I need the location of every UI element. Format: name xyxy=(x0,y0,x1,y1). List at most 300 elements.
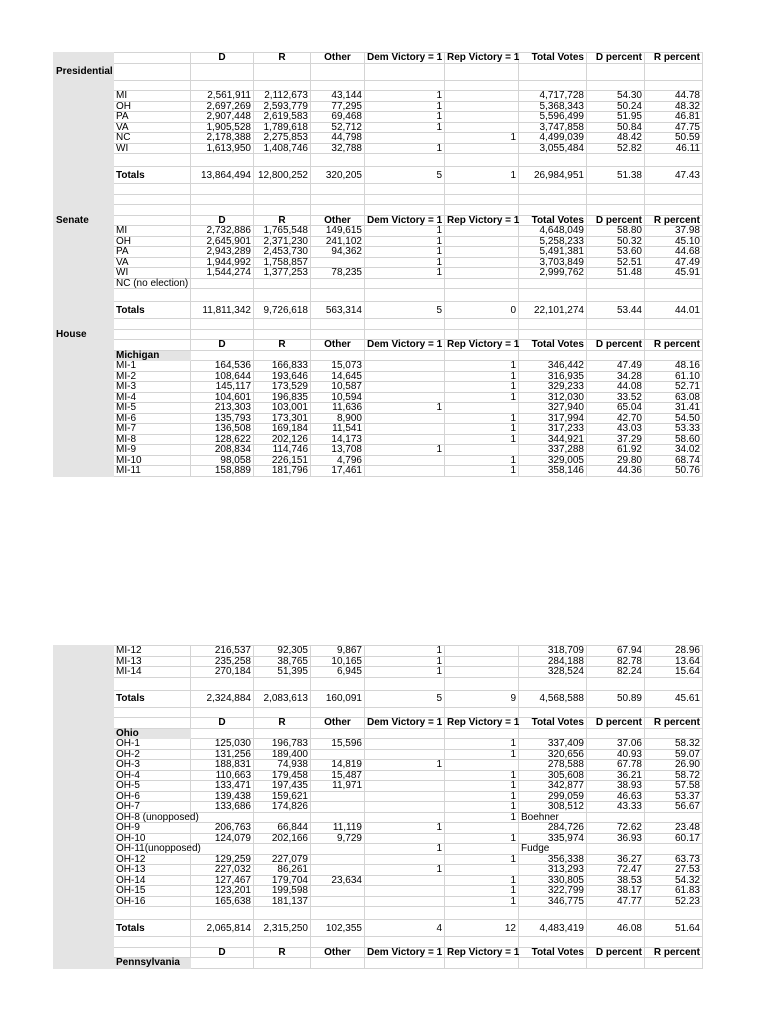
value-cell-dv[interactable]: 5 xyxy=(365,690,445,707)
value-cell-dp[interactable]: 82.24 xyxy=(587,667,645,678)
value-cell-dp[interactable] xyxy=(587,844,645,855)
row-label[interactable]: OH-7 xyxy=(114,802,191,813)
value-cell-t[interactable]: 2,999,762 xyxy=(519,268,587,279)
value-cell-d[interactable]: 2,324,884 xyxy=(191,690,254,707)
value-cell-d[interactable]: 133,471 xyxy=(191,781,254,792)
value-cell-dp[interactable]: 72.47 xyxy=(587,865,645,876)
value-cell-dp[interactable]: 37.06 xyxy=(587,739,645,750)
value-cell-d[interactable]: 128,622 xyxy=(191,434,254,445)
empty-cell[interactable] xyxy=(445,80,519,91)
row-header-cell[interactable] xyxy=(54,812,114,823)
value-cell-dv[interactable] xyxy=(365,278,445,289)
empty-cell[interactable] xyxy=(645,319,703,330)
value-cell-d[interactable]: 1,544,274 xyxy=(191,268,254,279)
value-cell-dp[interactable] xyxy=(587,812,645,823)
value-cell-dv[interactable] xyxy=(365,749,445,760)
empty-cell[interactable] xyxy=(114,677,191,690)
value-cell-rp[interactable]: 48.16 xyxy=(645,361,703,372)
value-cell-d[interactable]: 2,907,448 xyxy=(191,112,254,123)
value-cell-r[interactable]: 103,001 xyxy=(254,403,311,414)
empty-cell[interactable] xyxy=(191,728,254,739)
value-cell-r[interactable]: 1,765,548 xyxy=(254,226,311,237)
value-cell-dp[interactable]: 34.28 xyxy=(587,371,645,382)
value-cell-r[interactable]: 51,395 xyxy=(254,667,311,678)
value-cell-rv[interactable]: 1 xyxy=(445,371,519,382)
value-cell-dp[interactable]: 51.48 xyxy=(587,268,645,279)
value-cell-d[interactable]: 208,834 xyxy=(191,445,254,456)
value-cell-rv[interactable]: 1 xyxy=(445,854,519,865)
value-cell-o[interactable] xyxy=(311,896,365,907)
row-label[interactable]: OH-9 xyxy=(114,823,191,834)
value-cell-t[interactable]: 284,188 xyxy=(519,656,587,667)
value-cell-dv[interactable] xyxy=(365,770,445,781)
value-cell-dp[interactable]: 67.94 xyxy=(587,646,645,657)
row-label[interactable]: OH-11(unopposed) xyxy=(114,844,191,855)
empty-cell[interactable] xyxy=(114,184,191,195)
row-label[interactable]: PA xyxy=(114,247,191,258)
value-cell-d[interactable]: 216,537 xyxy=(191,646,254,657)
value-cell-rp[interactable]: 51.64 xyxy=(645,920,703,937)
row-label[interactable]: OH xyxy=(114,101,191,112)
empty-cell[interactable] xyxy=(519,350,587,361)
column-header[interactable]: Dem Victory = 1 xyxy=(365,53,445,64)
value-cell-dv[interactable]: 1 xyxy=(365,667,445,678)
value-cell-dv[interactable]: 1 xyxy=(365,445,445,456)
empty-cell[interactable] xyxy=(191,80,254,91)
value-cell-rv[interactable]: 1 xyxy=(445,392,519,403)
value-cell-rp[interactable]: 56.67 xyxy=(645,802,703,813)
value-cell-d[interactable]: 145,117 xyxy=(191,382,254,393)
row-label[interactable]: NC (no election) xyxy=(114,278,191,289)
value-cell-o[interactable]: 241,102 xyxy=(311,236,365,247)
value-cell-dp[interactable]: 44.36 xyxy=(587,466,645,477)
value-cell-dp[interactable]: 43.33 xyxy=(587,802,645,813)
value-cell-dv[interactable]: 1 xyxy=(365,844,445,855)
empty-cell[interactable] xyxy=(311,958,365,969)
value-cell-rp[interactable]: 44.78 xyxy=(645,91,703,102)
row-header-cell[interactable] xyxy=(54,896,114,907)
empty-cell[interactable] xyxy=(311,205,365,216)
empty-cell[interactable] xyxy=(519,677,587,690)
empty-cell[interactable] xyxy=(254,289,311,302)
value-cell-r[interactable]: 173,301 xyxy=(254,413,311,424)
value-cell-r[interactable]: 2,275,853 xyxy=(254,133,311,144)
row-header-cell[interactable] xyxy=(54,781,114,792)
value-cell-o[interactable]: 77,295 xyxy=(311,101,365,112)
value-cell-o[interactable]: 14,173 xyxy=(311,434,365,445)
empty-cell[interactable] xyxy=(445,184,519,195)
column-header[interactable]: D xyxy=(191,718,254,729)
value-cell-r[interactable]: 2,315,250 xyxy=(254,920,311,937)
value-cell-o[interactable]: 10,587 xyxy=(311,382,365,393)
empty-cell[interactable] xyxy=(114,319,191,330)
row-header-cell[interactable] xyxy=(54,167,114,184)
value-cell-t[interactable]: 4,717,728 xyxy=(519,91,587,102)
row-header-cell[interactable] xyxy=(54,268,114,279)
empty-cell[interactable] xyxy=(587,677,645,690)
value-cell-t[interactable]: 5,258,233 xyxy=(519,236,587,247)
empty-cell[interactable] xyxy=(365,63,445,80)
row-label[interactable]: OH-16 xyxy=(114,896,191,907)
value-cell-rp[interactable]: 47.43 xyxy=(645,167,703,184)
value-cell-r[interactable]: 166,833 xyxy=(254,361,311,372)
value-cell-t[interactable]: 3,747,858 xyxy=(519,122,587,133)
row-label[interactable]: Totals xyxy=(114,167,191,184)
value-cell-o[interactable]: 17,461 xyxy=(311,466,365,477)
value-cell-dv[interactable]: 5 xyxy=(365,302,445,319)
empty-cell[interactable] xyxy=(587,937,645,948)
empty-cell[interactable] xyxy=(254,958,311,969)
value-cell-rp[interactable]: 13.64 xyxy=(645,656,703,667)
value-cell-t[interactable]: 330,805 xyxy=(519,875,587,886)
value-cell-rv[interactable] xyxy=(445,143,519,154)
value-cell-t[interactable]: 317,994 xyxy=(519,413,587,424)
empty-cell[interactable] xyxy=(191,958,254,969)
value-cell-rv[interactable]: 1 xyxy=(445,749,519,760)
row-header-cell[interactable] xyxy=(54,434,114,445)
value-cell-d[interactable]: 235,258 xyxy=(191,656,254,667)
value-cell-t[interactable]: 329,005 xyxy=(519,455,587,466)
value-cell-dp[interactable]: 37.29 xyxy=(587,434,645,445)
column-header[interactable]: R percent xyxy=(645,718,703,729)
value-cell-dv[interactable] xyxy=(365,371,445,382)
value-cell-rp[interactable]: 37.98 xyxy=(645,226,703,237)
row-header-cell[interactable] xyxy=(54,350,114,361)
row-header-cell[interactable] xyxy=(54,823,114,834)
empty-cell[interactable] xyxy=(191,194,254,205)
value-cell-t[interactable] xyxy=(519,278,587,289)
value-cell-rp[interactable]: 61.83 xyxy=(645,886,703,897)
value-cell-dp[interactable]: 52.82 xyxy=(587,143,645,154)
row-header-cell[interactable] xyxy=(54,112,114,123)
row-label[interactable]: OH-6 xyxy=(114,791,191,802)
row-label[interactable]: MI-2 xyxy=(114,371,191,382)
row-label[interactable]: OH-1 xyxy=(114,739,191,750)
row-header-cell[interactable] xyxy=(54,907,114,920)
value-cell-dv[interactable]: 1 xyxy=(365,122,445,133)
value-cell-o[interactable]: 320,205 xyxy=(311,167,365,184)
row-header-cell[interactable] xyxy=(54,80,114,91)
value-cell-rv[interactable] xyxy=(445,268,519,279)
value-cell-rp[interactable]: 60.17 xyxy=(645,833,703,844)
value-cell-rv[interactable]: 1 xyxy=(445,424,519,435)
row-header-cell[interactable] xyxy=(54,833,114,844)
row-header-cell[interactable] xyxy=(54,403,114,414)
column-header[interactable]: R percent xyxy=(645,215,703,226)
empty-cell[interactable] xyxy=(254,907,311,920)
row-label[interactable]: MI-1 xyxy=(114,361,191,372)
value-cell-rp[interactable]: 47.75 xyxy=(645,122,703,133)
empty-cell[interactable] xyxy=(519,329,587,340)
row-label[interactable]: NC xyxy=(114,133,191,144)
value-cell-t[interactable]: 320,656 xyxy=(519,749,587,760)
empty-cell[interactable] xyxy=(311,707,365,718)
value-cell-o[interactable]: 6,945 xyxy=(311,667,365,678)
value-cell-dp[interactable]: 50.24 xyxy=(587,101,645,112)
value-cell-o[interactable]: 15,073 xyxy=(311,361,365,372)
column-header[interactable]: Dem Victory = 1 xyxy=(365,340,445,351)
empty-cell[interactable] xyxy=(519,937,587,948)
column-header[interactable]: Other xyxy=(311,947,365,958)
value-cell-r[interactable]: 159,621 xyxy=(254,791,311,802)
value-cell-rp[interactable]: 44.01 xyxy=(645,302,703,319)
value-cell-t[interactable]: 317,233 xyxy=(519,424,587,435)
value-cell-rp[interactable]: 45.91 xyxy=(645,268,703,279)
value-cell-r[interactable]: 226,151 xyxy=(254,455,311,466)
value-cell-d[interactable]: 124,079 xyxy=(191,833,254,844)
value-cell-r[interactable]: 2,112,673 xyxy=(254,91,311,102)
row-header-cell[interactable] xyxy=(54,947,114,958)
empty-cell[interactable] xyxy=(365,677,445,690)
value-cell-r[interactable]: 196,783 xyxy=(254,739,311,750)
empty-cell[interactable] xyxy=(445,329,519,340)
value-cell-o[interactable]: 94,362 xyxy=(311,247,365,258)
column-header[interactable]: R percent xyxy=(645,53,703,64)
value-cell-rp[interactable]: 34.02 xyxy=(645,445,703,456)
value-cell-rv[interactable] xyxy=(445,91,519,102)
value-cell-rv[interactable]: 1 xyxy=(445,382,519,393)
value-cell-r[interactable]: 181,137 xyxy=(254,896,311,907)
empty-cell[interactable] xyxy=(645,728,703,739)
column-header[interactable]: Dem Victory = 1 xyxy=(365,947,445,958)
value-cell-o[interactable]: 14,819 xyxy=(311,760,365,771)
row-header-cell[interactable] xyxy=(54,361,114,372)
value-cell-o[interactable]: 44,798 xyxy=(311,133,365,144)
value-cell-dp[interactable]: 38.53 xyxy=(587,875,645,886)
column-header[interactable]: Dem Victory = 1 xyxy=(365,718,445,729)
value-cell-rp[interactable]: 27.53 xyxy=(645,865,703,876)
value-cell-o[interactable] xyxy=(311,749,365,760)
value-cell-dv[interactable] xyxy=(365,455,445,466)
row-header-cell[interactable] xyxy=(54,802,114,813)
value-cell-d[interactable]: 2,697,269 xyxy=(191,101,254,112)
empty-cell[interactable] xyxy=(114,205,191,216)
value-cell-t[interactable]: 22,101,274 xyxy=(519,302,587,319)
row-label[interactable]: MI xyxy=(114,226,191,237)
value-cell-o[interactable]: 11,119 xyxy=(311,823,365,834)
value-cell-t[interactable]: 358,146 xyxy=(519,466,587,477)
value-cell-dv[interactable] xyxy=(365,854,445,865)
value-cell-rv[interactable] xyxy=(445,823,519,834)
value-cell-d[interactable]: 2,645,901 xyxy=(191,236,254,247)
value-cell-t[interactable]: 3,055,484 xyxy=(519,143,587,154)
row-header-cell[interactable] xyxy=(54,677,114,690)
empty-cell[interactable] xyxy=(254,205,311,216)
row-header-cell[interactable] xyxy=(54,91,114,102)
value-cell-d[interactable]: 164,536 xyxy=(191,361,254,372)
value-cell-dp[interactable]: 82.78 xyxy=(587,656,645,667)
value-cell-t[interactable]: 305,608 xyxy=(519,770,587,781)
value-cell-rv[interactable] xyxy=(445,257,519,268)
value-cell-t[interactable]: 312,030 xyxy=(519,392,587,403)
empty-cell[interactable] xyxy=(191,677,254,690)
row-header-cell[interactable] xyxy=(54,382,114,393)
value-cell-o[interactable]: 23,634 xyxy=(311,875,365,886)
value-cell-o[interactable]: 78,235 xyxy=(311,268,365,279)
value-cell-dv[interactable]: 1 xyxy=(365,760,445,771)
value-cell-rv[interactable]: 1 xyxy=(445,466,519,477)
value-cell-dv[interactable] xyxy=(365,424,445,435)
empty-cell[interactable] xyxy=(311,63,365,80)
value-cell-o[interactable]: 13,708 xyxy=(311,445,365,456)
value-cell-t[interactable]: 342,877 xyxy=(519,781,587,792)
value-cell-dp[interactable]: 40.93 xyxy=(587,749,645,760)
value-cell-r[interactable]: 1,377,253 xyxy=(254,268,311,279)
value-cell-r[interactable]: 181,796 xyxy=(254,466,311,477)
value-cell-dv[interactable]: 5 xyxy=(365,167,445,184)
empty-cell[interactable] xyxy=(311,80,365,91)
value-cell-rp[interactable]: 68.74 xyxy=(645,455,703,466)
value-cell-t[interactable]: 5,491,381 xyxy=(519,247,587,258)
value-cell-dv[interactable] xyxy=(365,434,445,445)
value-cell-rv[interactable]: 9 xyxy=(445,690,519,707)
value-cell-dv[interactable]: 1 xyxy=(365,865,445,876)
column-header[interactable]: Total Votes xyxy=(519,947,587,958)
value-cell-rv[interactable]: 1 xyxy=(445,781,519,792)
value-cell-r[interactable]: 173,529 xyxy=(254,382,311,393)
value-cell-t[interactable]: 4,499,039 xyxy=(519,133,587,144)
value-cell-rp[interactable]: 50.59 xyxy=(645,133,703,144)
value-cell-t[interactable]: 5,368,343 xyxy=(519,101,587,112)
value-cell-rp[interactable]: 46.11 xyxy=(645,143,703,154)
value-cell-r[interactable]: 196,835 xyxy=(254,392,311,403)
value-cell-r[interactable]: 114,746 xyxy=(254,445,311,456)
row-label[interactable]: MI-6 xyxy=(114,413,191,424)
empty-cell[interactable] xyxy=(254,728,311,739)
row-label[interactable]: OH-4 xyxy=(114,770,191,781)
empty-cell[interactable] xyxy=(587,289,645,302)
row-label[interactable]: OH-12 xyxy=(114,854,191,865)
value-cell-dv[interactable]: 1 xyxy=(365,143,445,154)
value-cell-dp[interactable]: 61.92 xyxy=(587,445,645,456)
empty-cell[interactable] xyxy=(254,184,311,195)
empty-cell[interactable] xyxy=(587,907,645,920)
row-header-cell[interactable] xyxy=(54,749,114,760)
value-cell-o[interactable] xyxy=(311,278,365,289)
empty-cell[interactable] xyxy=(114,53,191,64)
value-cell-r[interactable]: 2,453,730 xyxy=(254,247,311,258)
value-cell-rv[interactable]: 1 xyxy=(445,455,519,466)
value-cell-t[interactable]: 5,596,499 xyxy=(519,112,587,123)
value-cell-o[interactable] xyxy=(311,865,365,876)
value-cell-r[interactable]: 2,619,583 xyxy=(254,112,311,123)
empty-cell[interactable] xyxy=(114,707,191,718)
empty-cell[interactable] xyxy=(445,728,519,739)
empty-cell[interactable] xyxy=(519,319,587,330)
value-cell-d[interactable]: 270,184 xyxy=(191,667,254,678)
empty-cell[interactable] xyxy=(311,350,365,361)
value-cell-d[interactable]: 2,732,886 xyxy=(191,226,254,237)
empty-cell[interactable] xyxy=(365,707,445,718)
value-cell-t[interactable]: Boehner xyxy=(519,812,587,823)
value-cell-o[interactable]: 14,645 xyxy=(311,371,365,382)
value-cell-rp[interactable]: 48.32 xyxy=(645,101,703,112)
value-cell-r[interactable]: 12,800,252 xyxy=(254,167,311,184)
value-cell-rv[interactable] xyxy=(445,403,519,414)
column-header[interactable]: D percent xyxy=(587,340,645,351)
value-cell-o[interactable] xyxy=(311,257,365,268)
row-header-cell[interactable] xyxy=(54,707,114,718)
empty-cell[interactable] xyxy=(587,350,645,361)
row-header-cell[interactable] xyxy=(54,340,114,351)
column-header[interactable]: Other xyxy=(311,340,365,351)
value-cell-t[interactable]: 328,524 xyxy=(519,667,587,678)
value-cell-rp[interactable]: 63.73 xyxy=(645,854,703,865)
value-cell-dp[interactable]: 67.78 xyxy=(587,760,645,771)
value-cell-d[interactable]: 139,438 xyxy=(191,791,254,802)
value-cell-rp[interactable]: 52.71 xyxy=(645,382,703,393)
empty-cell[interactable] xyxy=(114,907,191,920)
value-cell-dp[interactable]: 36.27 xyxy=(587,854,645,865)
row-header-cell[interactable] xyxy=(54,122,114,133)
empty-cell[interactable] xyxy=(587,329,645,340)
value-cell-rv[interactable]: 1 xyxy=(445,791,519,802)
value-cell-rv[interactable] xyxy=(445,865,519,876)
row-label[interactable]: Totals xyxy=(114,920,191,937)
empty-cell[interactable] xyxy=(191,289,254,302)
row-header-cell[interactable] xyxy=(54,226,114,237)
empty-cell[interactable] xyxy=(587,707,645,718)
value-cell-t[interactable]: 322,799 xyxy=(519,886,587,897)
empty-cell[interactable] xyxy=(587,63,645,80)
empty-cell[interactable] xyxy=(645,205,703,216)
column-header[interactable]: D percent xyxy=(587,215,645,226)
value-cell-o[interactable]: 563,314 xyxy=(311,302,365,319)
row-label[interactable]: MI-5 xyxy=(114,403,191,414)
value-cell-r[interactable]: 197,435 xyxy=(254,781,311,792)
column-header[interactable]: R xyxy=(254,53,311,64)
value-cell-dp[interactable]: 54.30 xyxy=(587,91,645,102)
empty-cell[interactable] xyxy=(445,205,519,216)
empty-cell[interactable] xyxy=(645,907,703,920)
state-label[interactable]: Pennsylvania xyxy=(114,958,191,969)
row-header-cell[interactable] xyxy=(54,236,114,247)
value-cell-o[interactable] xyxy=(311,812,365,823)
value-cell-dp[interactable]: 50.89 xyxy=(587,690,645,707)
empty-cell[interactable] xyxy=(191,63,254,80)
empty-cell[interactable] xyxy=(365,958,445,969)
value-cell-dv[interactable]: 1 xyxy=(365,268,445,279)
empty-cell[interactable] xyxy=(191,319,254,330)
row-label[interactable]: MI-13 xyxy=(114,656,191,667)
value-cell-t[interactable]: 299,059 xyxy=(519,791,587,802)
value-cell-dv[interactable] xyxy=(365,413,445,424)
column-header[interactable]: D xyxy=(191,340,254,351)
value-cell-rp[interactable]: 45.10 xyxy=(645,236,703,247)
value-cell-dv[interactable] xyxy=(365,739,445,750)
value-cell-d[interactable]: 125,030 xyxy=(191,739,254,750)
column-header[interactable]: Total Votes xyxy=(519,53,587,64)
empty-cell[interactable] xyxy=(114,329,191,340)
value-cell-rp[interactable]: 47.49 xyxy=(645,257,703,268)
row-label[interactable]: Totals xyxy=(114,690,191,707)
value-cell-t[interactable]: 308,512 xyxy=(519,802,587,813)
empty-cell[interactable] xyxy=(365,728,445,739)
value-cell-r[interactable]: 169,184 xyxy=(254,424,311,435)
value-cell-r[interactable]: 179,458 xyxy=(254,770,311,781)
empty-cell[interactable] xyxy=(311,194,365,205)
value-cell-rp[interactable]: 28.96 xyxy=(645,646,703,657)
empty-cell[interactable] xyxy=(191,205,254,216)
value-cell-rp[interactable]: 53.37 xyxy=(645,791,703,802)
row-header-cell[interactable] xyxy=(54,667,114,678)
value-cell-o[interactable] xyxy=(311,791,365,802)
empty-cell[interactable] xyxy=(645,289,703,302)
row-header-cell[interactable] xyxy=(54,413,114,424)
value-cell-rv[interactable]: 1 xyxy=(445,812,519,823)
empty-cell[interactable] xyxy=(645,184,703,195)
value-cell-rv[interactable] xyxy=(445,101,519,112)
